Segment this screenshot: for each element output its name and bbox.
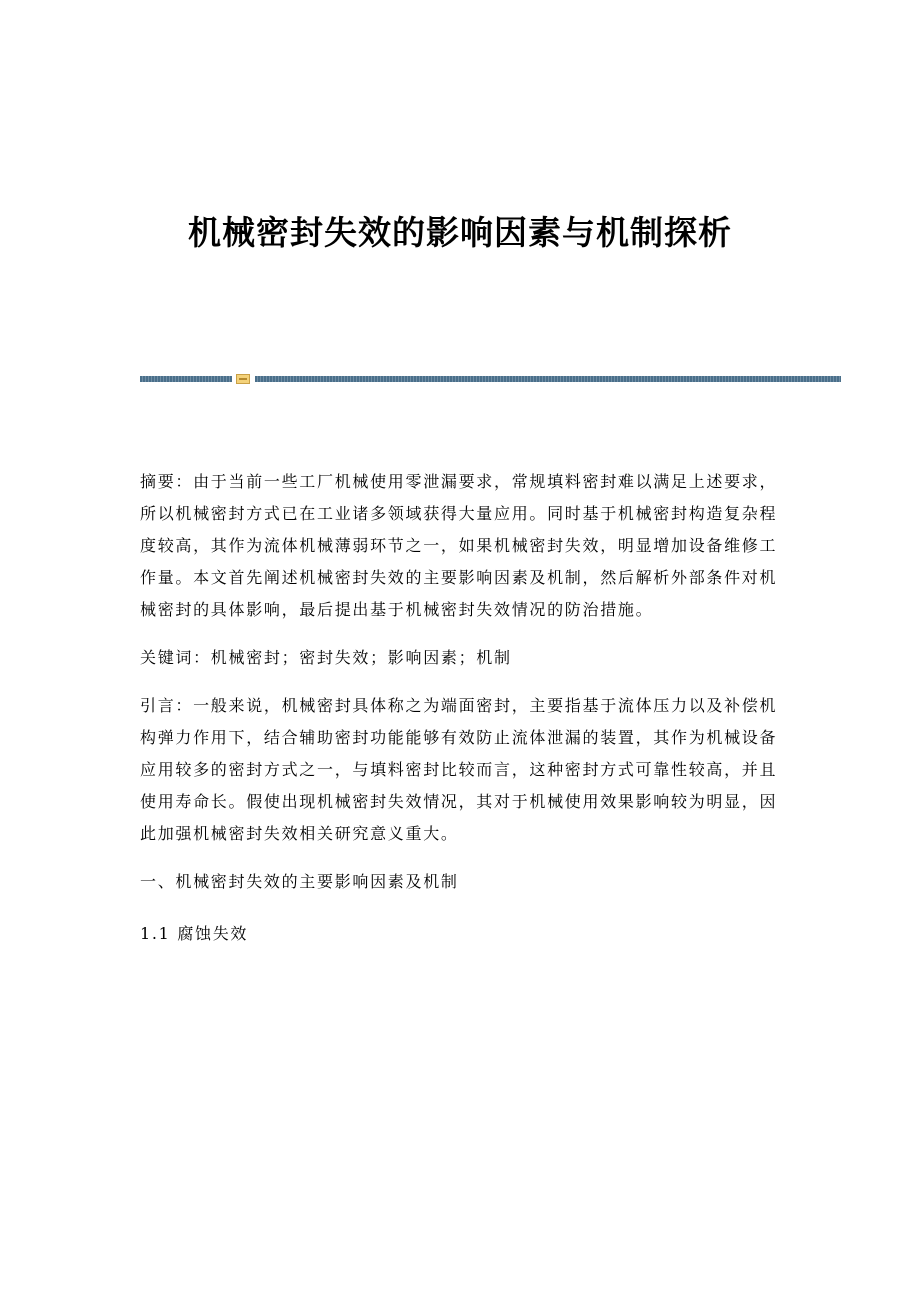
- title-divider: [140, 374, 841, 384]
- introduction-paragraph: 引言：一般来说，机械密封具体称之为端面密封，主要指基于流体压力以及补偿机构弹力作用下，结合辅助密封功能能够有效防止流体泄漏的装置，其作为机械设备应用较多的密封方式之一，与填料密封比较而言，这种密封方式可靠性较高，并且使用寿命长。假使出现机械密封失效情况，其对于机械使用效果影响较为明显，因此加强机械密封失效相关研究意义重大。: [140, 696, 778, 843]
- document-body: [140, 466, 780, 970]
- divider-bar-right: [255, 376, 841, 382]
- subsection-heading: 1.1 腐蚀失效: [140, 924, 249, 943]
- page-title: 机械密封失效的影响因素与机制探析: [188, 213, 732, 252]
- abstract-paragraph: 摘要：由于当前一些工厂机械使用零泄漏要求，常规填料密封难以满足上述要求，所以机械密封方式已在工业诸多领域获得大量应用。同时基于机械密封构造复杂程度较高，其作为流体机械薄弱环节之一，如果机械密封失效，明显增加设备维修工作量。本文首先阐述机械密封失效的主要影响因素及机制，然后解析外部条件对机械密封的具体影响，最后提出基于机械密封失效情况的防治措施。: [140, 472, 778, 619]
- keywords-paragraph: 关键词：机械密封；密封失效；影响因素；机制: [140, 648, 512, 667]
- divider-ornament-icon: [236, 374, 250, 384]
- divider-bar-left: [140, 376, 232, 382]
- section-heading: 一、机械密封失效的主要影响因素及机制: [140, 872, 459, 891]
